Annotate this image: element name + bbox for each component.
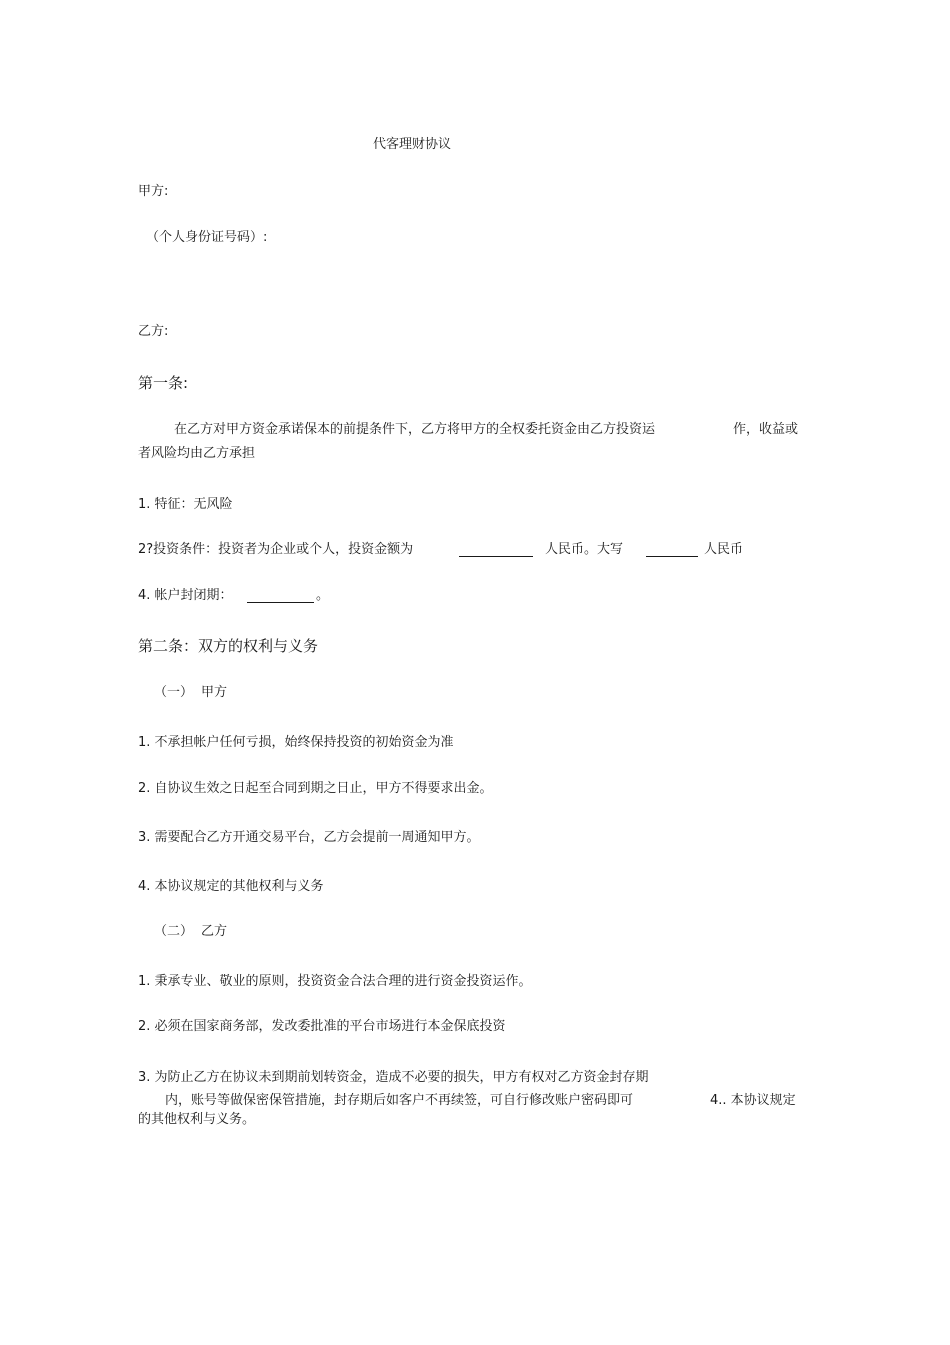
amount-blank <box>459 556 533 557</box>
b-item-2: 2. 必须在国家商务部，发改委批准的平台市场进行本金保底投资 <box>138 1019 506 1034</box>
b-item-4-end: 的其他权利与义务。 <box>138 1112 256 1127</box>
b-item-3-line2: 内，账号等做保密保管措施，封存期后如客户不再续签，可自行修改账户密码即可 <box>165 1093 634 1108</box>
id-number-label: （个人身份证号码）: <box>146 230 268 245</box>
b-item-1: 1. 秉承专业、敬业的原则，投资资金合法合理的进行资金投资运作。 <box>138 974 532 989</box>
a-item-1: 1. 不承担帐户任何亏损，始终保持投资的初始资金为准 <box>138 735 454 750</box>
article2-heading: 第二条：双方的权利与义务 <box>138 637 319 655</box>
a-item-4: 4. 本协议规定的其他权利与义务 <box>138 879 324 894</box>
article1-item2-rmb-end: 人民币 <box>704 542 744 557</box>
section-a-label: 甲方 <box>201 685 228 700</box>
section-b-label: 乙方 <box>201 924 228 939</box>
b-item-3-line1: 3. 为防止乙方在协议未到期前划转资金，造成不必要的损失，甲方有权对乙方资金封存期 <box>138 1070 649 1085</box>
closed-period-blank <box>247 602 314 603</box>
party-a-label: 甲方: <box>138 184 169 199</box>
party-b-label: 乙方: <box>138 324 169 339</box>
article1-heading: 第一条: <box>138 374 189 392</box>
article1-para-line2: 者风险均由乙方承担 <box>138 446 256 461</box>
b-item-4-start: 4.. 本协议规定 <box>710 1093 796 1108</box>
section-b-number: （二） <box>154 924 194 939</box>
article1-item1: 1. 特征：无风险 <box>138 497 233 512</box>
article1-para-line1: 在乙方对甲方资金承诺保本的前提条件下，乙方将甲方的全权委托资金由乙方投资运 <box>174 422 656 437</box>
article1-item4-text: 4. 帐户封闭期： <box>138 588 233 603</box>
article1-item2-text: 2?投资条件：投资者为企业或个人，投资金额为 <box>138 542 414 557</box>
a-item-2: 2. 自协议生效之日起至合同到期之日止，甲方不得要求出金。 <box>138 781 493 796</box>
document-title: 代客理财协议 <box>373 137 452 152</box>
article1-item2-rmb: 人民币。大写 <box>545 542 624 557</box>
article1-para-line1-end: 作，收益或 <box>733 422 799 437</box>
amount-capital-blank <box>646 556 698 557</box>
a-item-3: 3. 需要配合乙方开通交易平台，乙方会提前一周通知甲方。 <box>138 830 480 845</box>
article1-item4-end: 。 <box>316 588 330 603</box>
section-a-number: （一） <box>154 685 194 700</box>
